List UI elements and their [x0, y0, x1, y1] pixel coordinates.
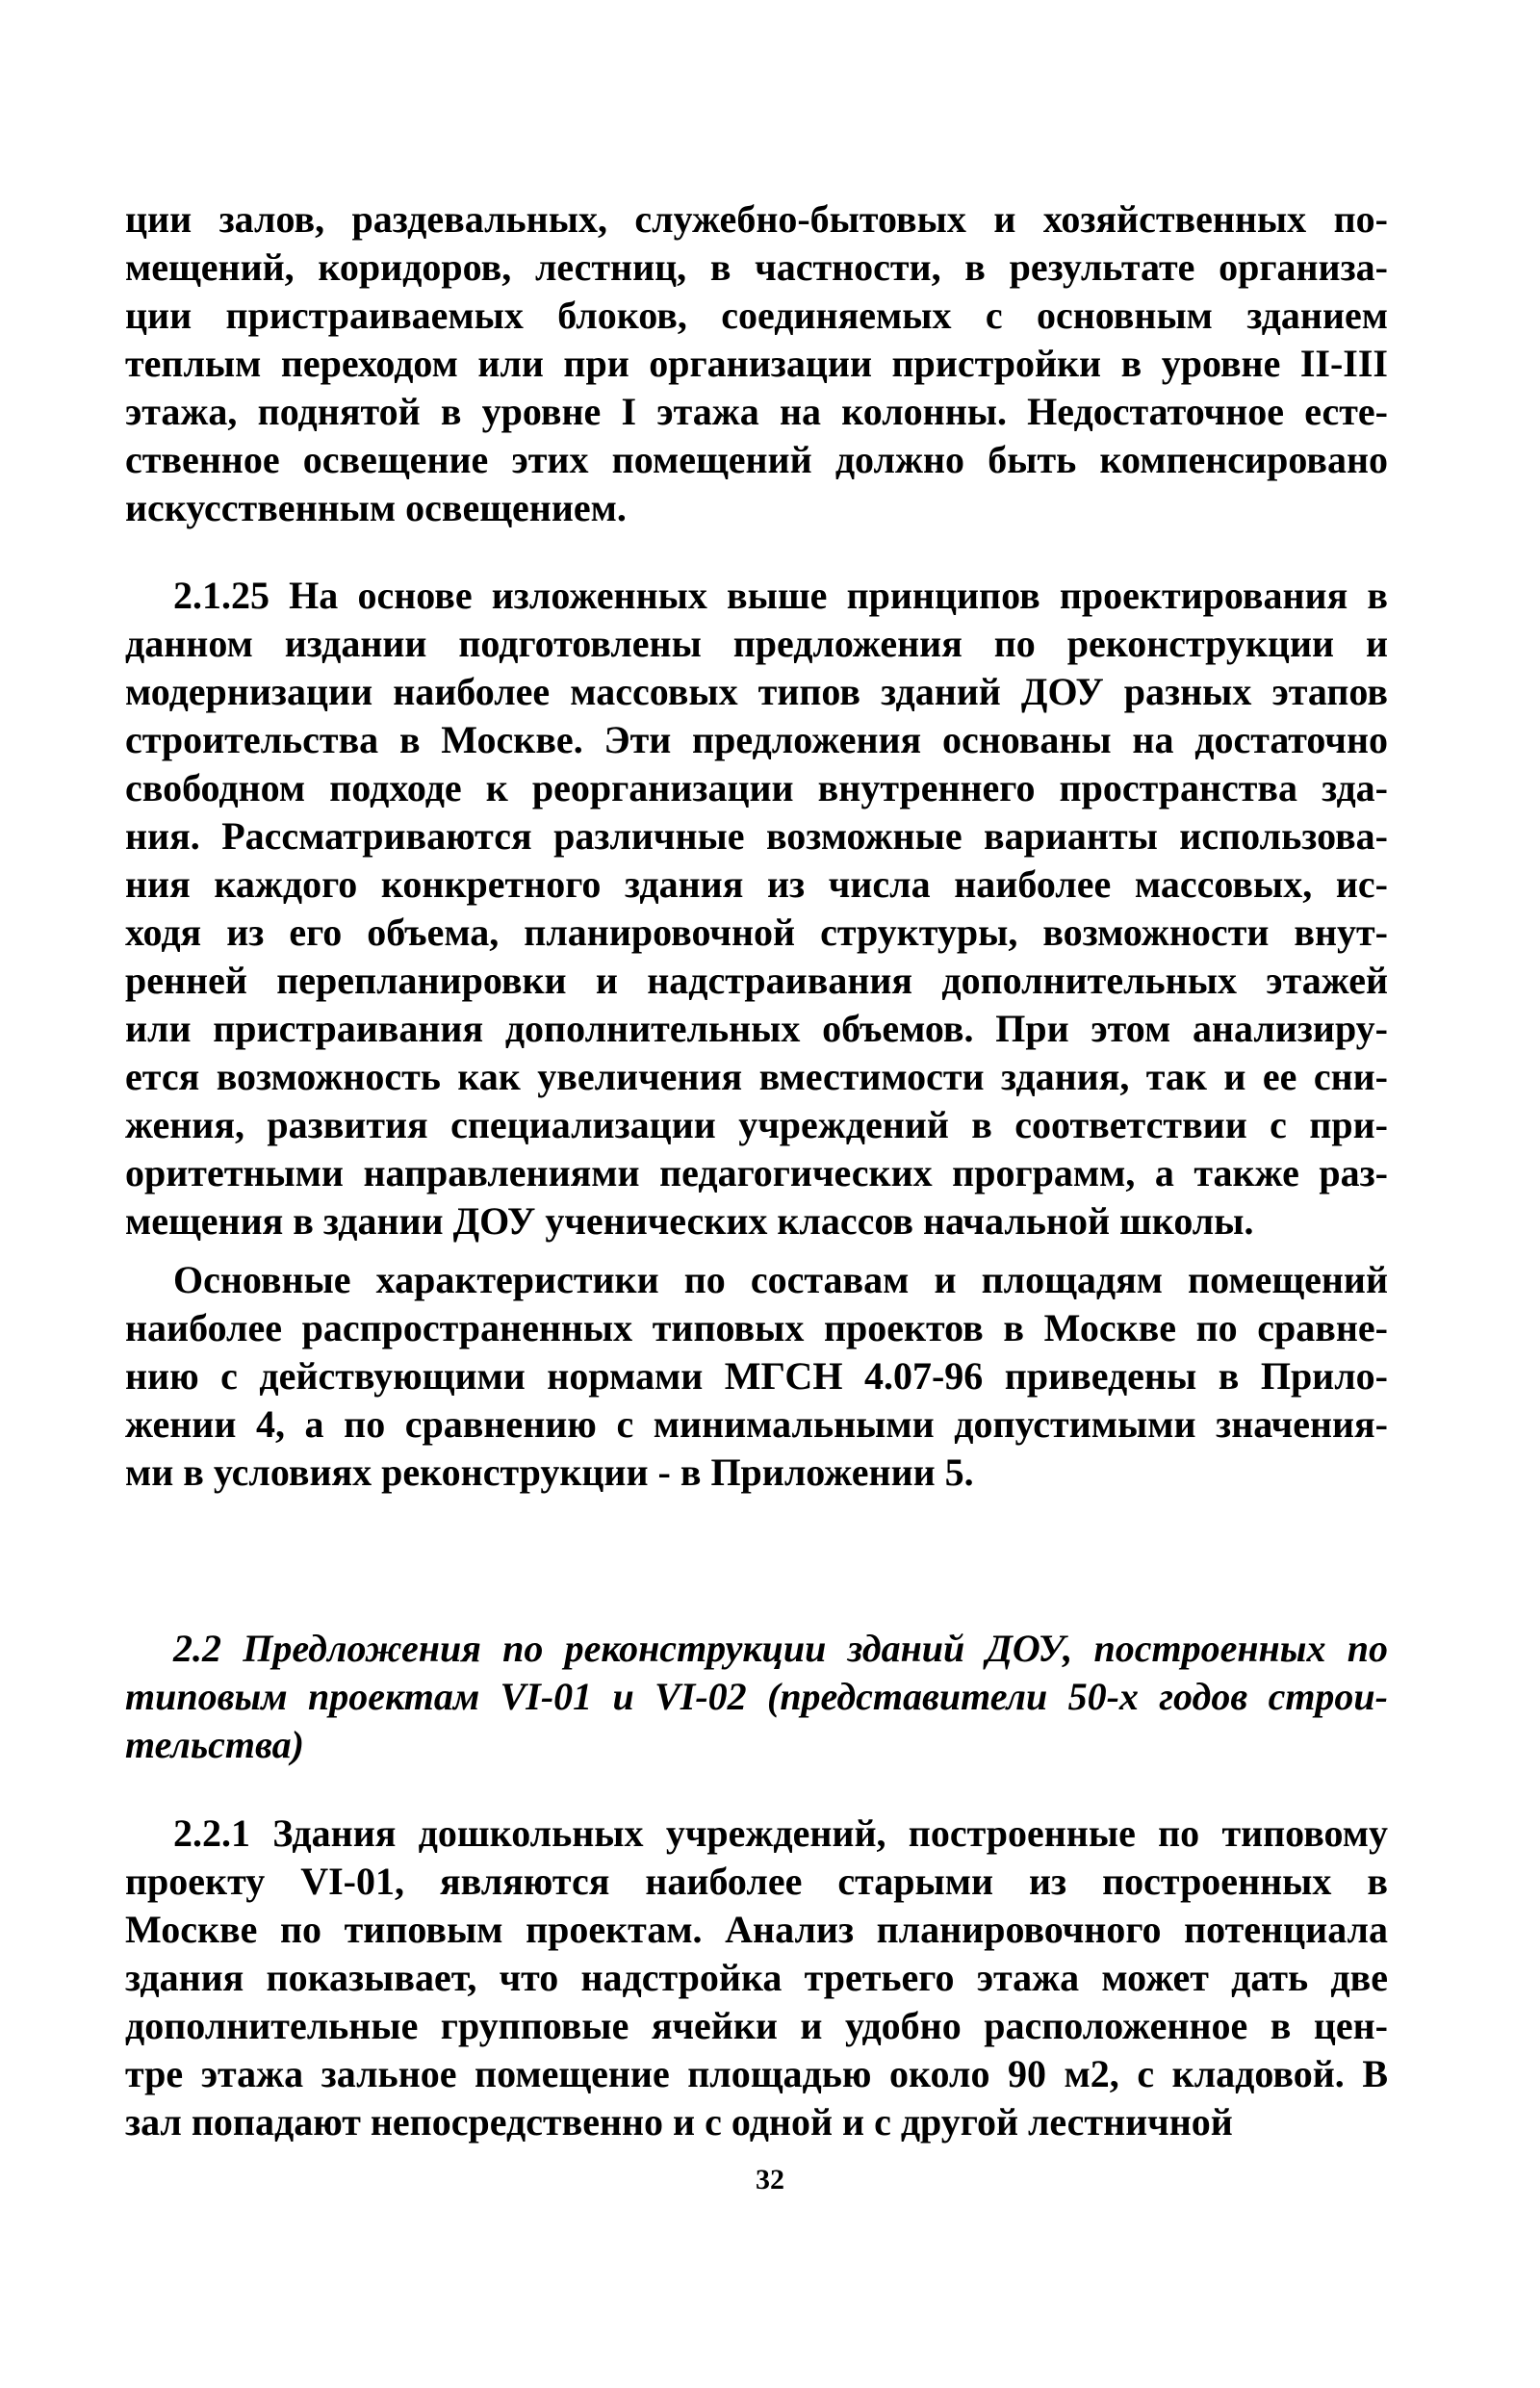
text-line: ми в условиях реконструкции - в Приложении 5. [125, 1451, 974, 1494]
text-line: ется возможность как увеличения вместимости здания, так и ее сни- [125, 1055, 1388, 1098]
text-line: этажа, поднятой в уровне I этажа на колонны. Недостаточное есте- [125, 390, 1388, 433]
text-line: мещений, коридоров, лестниц, в частности, в результате организа- [125, 245, 1388, 289]
text-line: 2.2.1 Здания дошкольных учреждений, построенные по типовому [173, 1811, 1388, 1855]
text-line: ции залов, раздевальных, служебно-бытовых и хозяйственных по- [125, 197, 1388, 241]
text-line: ренней перепланировки и надстраивания дополнительных этажей [125, 959, 1388, 1002]
paragraph-continuation [125, 195, 1388, 532]
text-line: Основные характеристики по составам и площадям помещений [173, 1258, 1388, 1301]
text-line: нию с действующими нормами МГСН 4.07-96 приведены в Прило- [125, 1354, 1388, 1398]
text-line: модернизации наиболее массовых типов зданий ДОУ разных этапов [125, 670, 1388, 713]
text-line: ния. Рассматриваются различные возможные варианты использова- [125, 814, 1388, 858]
page-number: 32 [756, 2164, 784, 2195]
text-line: ходя из его объема, планировочной структуры, возможности внут- [125, 911, 1388, 954]
text-line: здания показывает, что надстройка третьего этажа может дать две [125, 1956, 1388, 1999]
text-line: свободном подходе к реорганизации внутреннего пространства зда- [125, 766, 1388, 809]
text-line: тре этажа зальное помещение площадью около 90 м2, с кладовой. В [125, 2052, 1388, 2095]
text-line: данном издании подготовлены предложения по реконструкции и [125, 622, 1388, 665]
text-line: проекту VI-01, являются наиболее старыми из построенных в [125, 1860, 1388, 1903]
text-line: теплым переходом или при организации пристройки в уровне II-III [125, 342, 1388, 385]
heading-line: типовым проектам VI-01 и VI-02 (представители 50-х годов строи- [125, 1675, 1388, 1718]
text-line: оритетными направлениями педагогических программ, а также раз- [125, 1151, 1388, 1194]
heading-line: тельства) [125, 1723, 304, 1766]
paragraph-characteristics [125, 1256, 1388, 1497]
text-line: искусственным освещением. [125, 486, 627, 529]
text-line: ственное освещение этих помещений должно быть компенсировано [125, 438, 1388, 481]
text-line: ния каждого конкретного здания из числа наиболее массовых, ис- [125, 862, 1388, 906]
text-line: строительства в Москве. Эти предложения основаны на достаточно [125, 718, 1388, 761]
text-line: дополнительные групповые ячейки и удобно расположенное в цен- [125, 2004, 1388, 2047]
paragraph-2-1-25 [125, 572, 1388, 1245]
section-heading [125, 1625, 1388, 1769]
text-line: или пристраивания дополнительных объемов. При этом анализиру- [125, 1007, 1388, 1050]
text-line: ции пристраиваемых блоков, соединяемых с основным зданием [125, 294, 1388, 337]
text-line: мещения в здании ДОУ ученических классов начальной школы. [125, 1199, 1254, 1243]
text-line: зал попадают непосредственно и с одной и с другой лестничной [125, 2100, 1233, 2144]
text-line: 2.1.25 На основе изложенных выше принципов проектирования в [173, 574, 1388, 617]
text-line: жения, развития специализации учреждений в соответствии с при- [125, 1103, 1388, 1146]
heading-line: 2.2 Предложения по реконструкции зданий ДОУ, построенных по [173, 1627, 1388, 1670]
text-line: наиболее распространенных типовых проектов в Москве по сравне- [125, 1306, 1388, 1349]
paragraph-2-2-1 [125, 1810, 1388, 2146]
text-line: Москве по типовым проектам. Анализ планировочного потенциала [125, 1908, 1388, 1951]
text-line: жении 4, а по сравнению с минимальными допустимыми значения- [125, 1402, 1388, 1446]
